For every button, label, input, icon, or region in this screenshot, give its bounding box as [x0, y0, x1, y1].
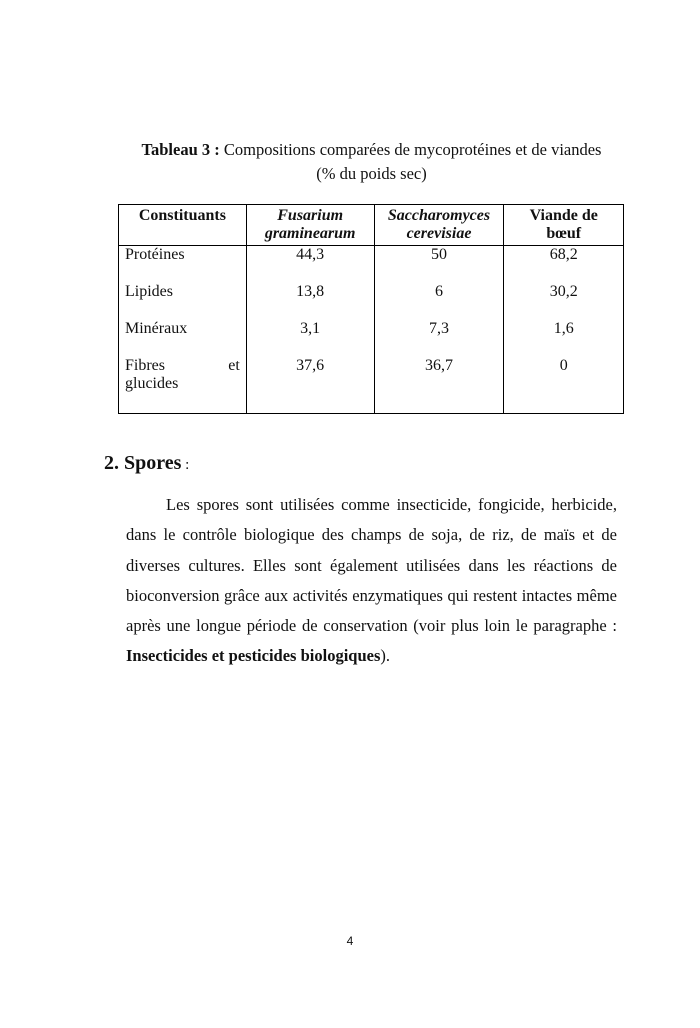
- header-constituants: Constituants: [119, 205, 247, 246]
- caption-label: Tableau 3 :: [141, 140, 220, 159]
- page-number: 4: [346, 934, 354, 948]
- cell-viande: 68,2: [504, 246, 624, 284]
- cell-saccharomyces: 50: [374, 246, 504, 284]
- paragraph-text: Les spores sont utilisées comme insecticide, fongicide, herbicide, dans le contrôle biologique des champs de soja, de riz, de maïs et de diverses cultures. Elles sont également utilisées dans les réactions de bioconversion grâce aux activités enzymatiques qui restent intactes même après une longue période de conservation (voir plus loin le paragraphe :: [126, 495, 617, 636]
- row-label: Protéines: [119, 246, 247, 284]
- table-row: [119, 320, 624, 357]
- cell-fusarium: 44,3: [246, 246, 374, 284]
- cell-fusarium: 3,1: [246, 320, 374, 357]
- row-label: Minéraux: [119, 320, 247, 357]
- table-row: [119, 246, 624, 284]
- cell-viande: 0: [504, 357, 624, 414]
- table-caption: [100, 138, 643, 186]
- paragraph-bold-reference: Insecticides et pesticides biologiques: [126, 646, 381, 666]
- row-label-part-1: Fibres: [125, 357, 165, 374]
- cell-saccharomyces: 6: [374, 283, 504, 320]
- row-label-part-2: et: [228, 357, 240, 374]
- cell-viande: 1,6: [504, 320, 624, 357]
- table-row: [119, 283, 624, 320]
- header-saccharomyces: Saccharomyces cerevisiae: [374, 205, 504, 246]
- cell-saccharomyces: 36,7: [374, 357, 504, 414]
- row-label: Lipides: [119, 283, 247, 320]
- composition-table: [118, 204, 624, 414]
- cell-fusarium: 13,8: [246, 283, 374, 320]
- section-title: Spores: [124, 452, 182, 474]
- paragraph-end: ).: [380, 646, 390, 666]
- section-heading: [104, 452, 189, 475]
- cell-fusarium: 37,6: [246, 357, 374, 414]
- caption-line-2: (% du poids sec): [316, 164, 427, 183]
- table-header-row: [119, 205, 624, 246]
- section-colon: :: [181, 457, 190, 473]
- cell-saccharomyces: 7,3: [374, 320, 504, 357]
- body-paragraph: [126, 490, 617, 672]
- caption-title: Compositions comparées de mycoprotéines et de viandes: [219, 140, 602, 159]
- row-label: [119, 357, 247, 414]
- cell-viande: 30,2: [504, 283, 624, 320]
- table-row: [119, 357, 624, 414]
- caption-line-1: [100, 138, 643, 162]
- header-fusarium: Fusarium graminearum: [246, 205, 374, 246]
- section-number: 2.: [104, 452, 119, 474]
- row-label-part-3: glucides: [125, 375, 179, 392]
- header-viande: Viande de bœuf: [504, 205, 624, 246]
